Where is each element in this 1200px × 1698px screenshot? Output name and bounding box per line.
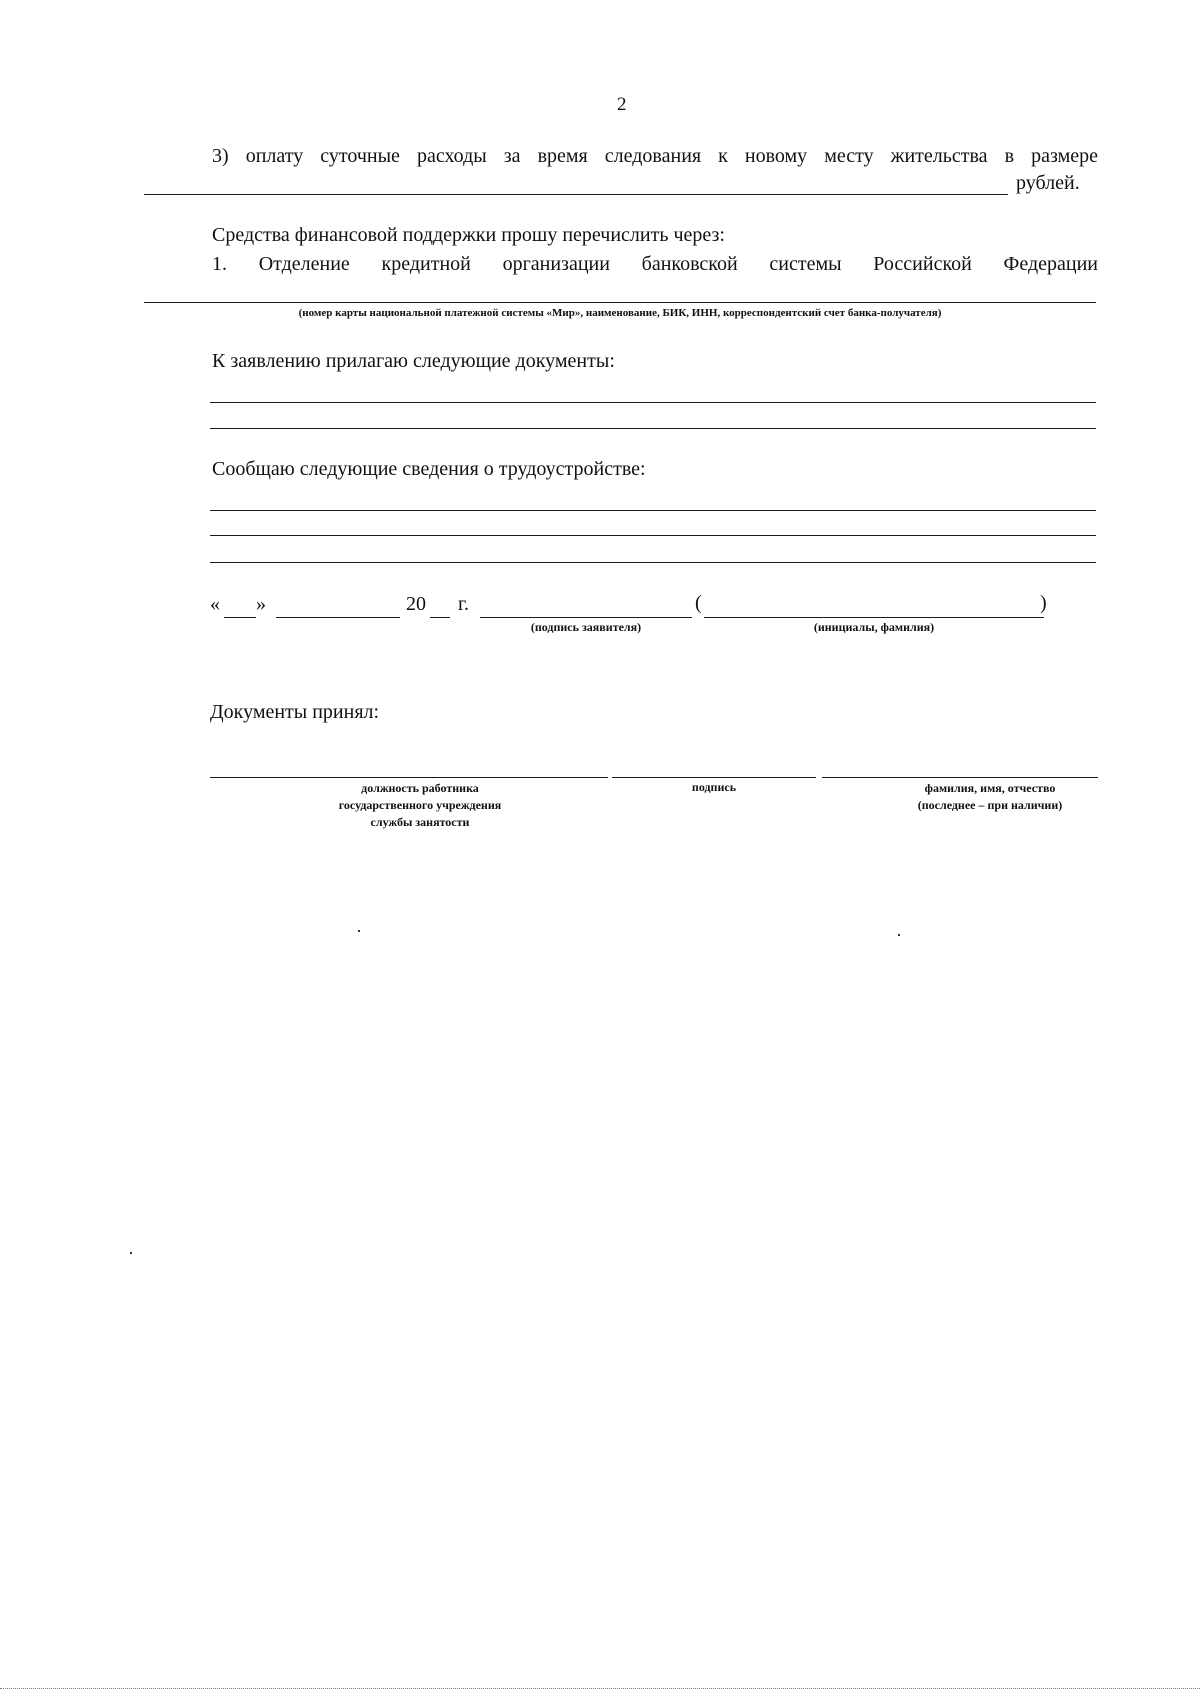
bank-details-line[interactable]: [144, 302, 1096, 303]
staff-name-caption: [870, 780, 1110, 814]
staff-position-caption-line-3: службы занятости: [370, 815, 470, 829]
applicant-name-caption: (инициалы, фамилия): [813, 620, 935, 634]
paren-close: ): [1040, 592, 1047, 614]
day-close-quote: »: [256, 593, 266, 615]
item3-amount-line[interactable]: [144, 194, 1008, 195]
transfer-option-1: 1. Отделение кредитной организации банковской системы Российской Федерации: [212, 253, 1098, 275]
day-field[interactable]: [224, 617, 256, 618]
employment-heading: Сообщаю следующие сведения о трудоустройстве:: [212, 458, 646, 480]
staff-position-caption-line-1: должность работника: [361, 781, 479, 795]
staff-name-field[interactable]: [822, 777, 1098, 778]
employment-line-3[interactable]: [210, 562, 1096, 563]
staff-name-caption-line-2: (последнее – при наличии): [917, 798, 1063, 812]
bank-details-hint: (номер карты национальной платежной системы «Мир», наименование, БИК, ИНН, корреспондентский счет банка-получателя): [298, 307, 942, 319]
paren-open: (: [695, 592, 702, 614]
staff-position-field[interactable]: [210, 777, 608, 778]
staff-position-caption: [270, 780, 570, 831]
scan-speck: [130, 1252, 132, 1254]
item3-text: 3) оплату суточные расходы за время следования к новому месту жительства в размере: [212, 145, 1098, 167]
year-field[interactable]: [430, 617, 450, 618]
staff-name-caption-line-1: фамилия, имя, отчество: [924, 781, 1056, 795]
attachments-line-1[interactable]: [210, 402, 1096, 403]
scan-speck: [358, 930, 360, 932]
page-number: 2: [617, 94, 627, 115]
day-open-quote: «: [210, 593, 220, 615]
staff-position-caption-line-2: государственного учреждения: [338, 798, 502, 812]
year-prefix: 20: [406, 593, 426, 615]
transfer-heading: Средства финансовой поддержки прошу перечислить через:: [212, 224, 725, 246]
applicant-signature-field[interactable]: [480, 617, 692, 618]
year-suffix: г.: [458, 593, 469, 615]
employment-line-2[interactable]: [210, 535, 1096, 536]
attachments-line-2[interactable]: [210, 428, 1096, 429]
month-field[interactable]: [276, 617, 400, 618]
scan-speck: [898, 934, 900, 936]
attachments-heading: К заявлению прилагаю следующие документы:: [212, 350, 615, 372]
applicant-signature-caption: (подпись заявителя): [530, 620, 642, 634]
accepted-heading: Документы принял:: [210, 701, 380, 723]
scan-edge: [0, 1688, 1200, 1689]
item3-rubles-label: рублей.: [1016, 172, 1080, 194]
employment-line-1[interactable]: [210, 510, 1096, 511]
staff-signature-field[interactable]: [612, 777, 816, 778]
staff-signature-caption: подпись: [691, 780, 737, 794]
applicant-name-field[interactable]: [704, 617, 1044, 618]
